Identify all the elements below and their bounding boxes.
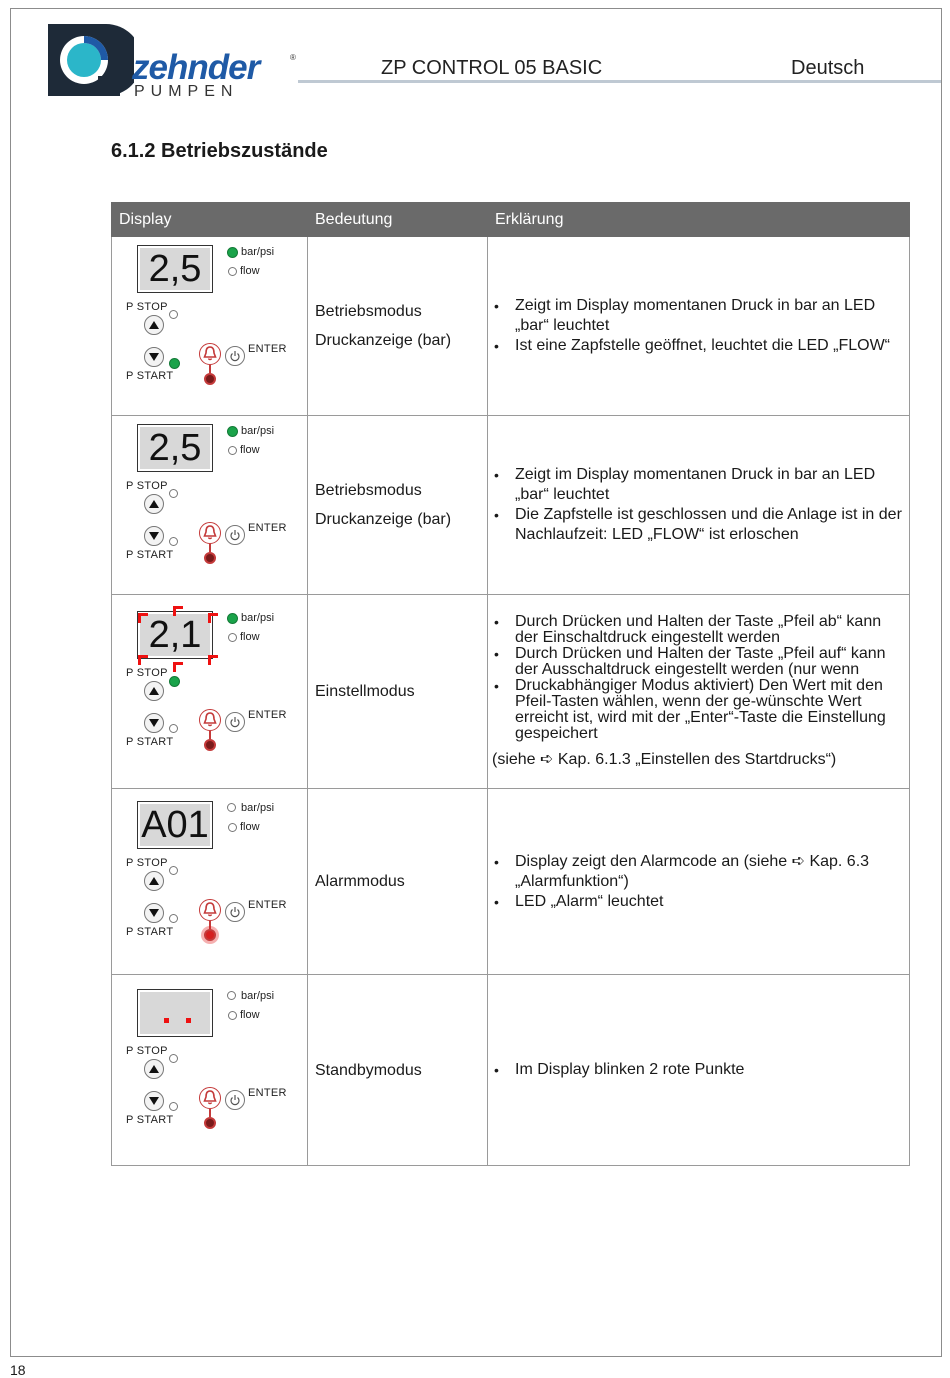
meaning-cell xyxy=(308,237,488,416)
flow-label: flow xyxy=(240,820,260,833)
bell-icon xyxy=(203,902,217,918)
blink-mark xyxy=(208,655,218,665)
power-icon xyxy=(229,350,241,362)
pstop-label: P STOP xyxy=(126,480,168,492)
bar-led xyxy=(227,426,238,437)
alarm-led xyxy=(204,929,216,941)
flow-label: flow xyxy=(240,1009,260,1021)
enter-label: ENTER xyxy=(248,708,287,721)
arrow-up-button[interactable] xyxy=(144,871,164,891)
lcd-display xyxy=(137,611,213,659)
table-row xyxy=(112,789,910,975)
explanation-list xyxy=(492,1060,903,1080)
alarm-button[interactable] xyxy=(199,709,221,731)
meaning-line: Standbymodus xyxy=(315,1061,422,1079)
bar-label: bar/psi xyxy=(241,801,275,814)
enter-label: ENTER xyxy=(248,522,287,534)
alarm-connector xyxy=(209,1109,211,1117)
display-cell xyxy=(112,975,308,1166)
list-item: • Display zeigt den Alarmcode an (siehe ➪ Kap. 6.3 „Alarmfunktion“) xyxy=(492,852,903,892)
arrow-down-icon xyxy=(148,1095,160,1107)
header-explanation: Erklärung xyxy=(488,203,910,237)
bar-led xyxy=(227,613,238,624)
bell-icon xyxy=(203,712,217,728)
display-value: 2,5 xyxy=(148,427,202,469)
bar-led xyxy=(227,247,238,258)
table-row xyxy=(112,975,910,1166)
list-item: • Druckabhängiger Modus aktiviert) Den Wert mit den Pfeil-Tasten wählen, wenn der ge-wünschte Wert erreicht ist, wird mit der „Enter“-Taste die Einstellung gespeichert xyxy=(492,678,903,742)
arrow-up-button[interactable] xyxy=(144,681,164,701)
arrow-up-icon xyxy=(148,1063,160,1075)
meaning-cell xyxy=(308,975,488,1166)
blink-mark xyxy=(208,613,218,623)
pstop-led xyxy=(169,1054,178,1063)
explanation-list xyxy=(492,465,903,545)
pstop-label: P STOP xyxy=(126,666,168,679)
pstart-led xyxy=(169,358,180,369)
meaning-line: Betriebsmodus xyxy=(315,482,422,499)
enter-button[interactable] xyxy=(225,346,245,366)
table-row xyxy=(112,416,910,595)
meaning-line: Betriebsmodus xyxy=(315,303,422,320)
pstart-led xyxy=(169,1102,178,1111)
pstart-label: P START xyxy=(126,925,174,938)
enter-button[interactable] xyxy=(225,902,245,922)
standby-dot-right xyxy=(186,1018,191,1023)
enter-label: ENTER xyxy=(248,343,287,355)
meaning-cell xyxy=(308,789,488,975)
control-panel xyxy=(112,981,307,1159)
list-item: • Im Display blinken 2 rote Punkte xyxy=(492,1060,903,1080)
table-row xyxy=(112,595,910,789)
display-cell xyxy=(112,237,308,416)
lcd-display xyxy=(137,245,213,293)
display-cell xyxy=(112,416,308,595)
arrow-down-icon xyxy=(148,530,160,542)
standby-dot-left xyxy=(164,1018,169,1023)
bar-label: bar/psi xyxy=(241,990,275,1002)
lcd-display xyxy=(137,801,213,849)
bell-icon xyxy=(203,525,217,541)
header-display: Display xyxy=(112,203,308,237)
lcd-display xyxy=(137,989,213,1037)
alarm-connector xyxy=(209,921,211,929)
brand-subname: PUMPEN xyxy=(134,83,239,100)
table-header-row xyxy=(112,203,910,237)
operating-states-table xyxy=(111,202,910,1166)
control-panel xyxy=(112,793,307,971)
pstop-label: P STOP xyxy=(126,1045,168,1057)
alarm-connector xyxy=(209,544,211,552)
power-icon xyxy=(229,529,241,541)
control-panel xyxy=(112,237,307,415)
flow-led xyxy=(228,446,237,455)
page-number: 18 xyxy=(10,1362,26,1378)
flow-led xyxy=(228,1011,237,1020)
display-value: A01 xyxy=(141,803,209,846)
display-cell xyxy=(112,595,308,789)
power-icon xyxy=(229,906,241,918)
alarm-button[interactable] xyxy=(199,522,221,544)
header-meaning: Bedeutung xyxy=(308,203,488,237)
pstart-led xyxy=(169,537,178,546)
pstop-led xyxy=(169,866,178,875)
reference-note: (siehe ➪ Kap. 6.1.3 „Einstellen des Startdrucks“) xyxy=(492,750,837,768)
flow-led xyxy=(228,823,237,832)
logo-mark-icon xyxy=(44,20,134,100)
flow-led xyxy=(228,633,237,642)
arrow-up-icon xyxy=(148,875,160,887)
blink-mark xyxy=(173,662,183,672)
pstart-label: P START xyxy=(126,370,174,382)
explanation-cell xyxy=(488,595,910,789)
list-item: • Durch Drücken und Halten der Taste „Pfeil ab“ kann der Einschaltdruck eingestellt werden xyxy=(492,614,903,646)
arrow-up-button[interactable] xyxy=(144,1059,164,1079)
power-icon xyxy=(229,716,241,728)
registered-mark: ® xyxy=(290,53,296,62)
bar-led xyxy=(227,803,236,812)
alarm-button[interactable] xyxy=(199,343,221,365)
enter-button[interactable] xyxy=(225,712,245,732)
enter-label: ENTER xyxy=(248,1087,287,1099)
alarm-led xyxy=(204,1117,216,1129)
section-title: 6.1.2 Betriebszustände xyxy=(111,140,328,162)
blink-mark xyxy=(138,655,148,665)
blink-mark xyxy=(173,606,183,616)
alarm-connector xyxy=(209,731,211,739)
flow-label: flow xyxy=(240,630,260,643)
flow-label: flow xyxy=(240,265,260,277)
document-title: ZP CONTROL 05 BASIC xyxy=(381,57,603,79)
arrow-down-button[interactable] xyxy=(144,526,164,546)
flow-label: flow xyxy=(240,444,260,456)
arrow-up-button[interactable] xyxy=(144,315,164,335)
meaning-line: Druckanzeige (bar) xyxy=(315,332,452,349)
bar-led xyxy=(227,991,236,1000)
alarm-led xyxy=(204,373,216,385)
pstart-label: P START xyxy=(126,1114,174,1126)
alarm-connector xyxy=(209,365,211,373)
alarm-button[interactable] xyxy=(199,899,221,921)
explanation-cell xyxy=(488,789,910,975)
header-rule xyxy=(298,80,941,83)
list-item: • Ist eine Zapfstelle geöffnet, leuchtet die LED „FLOW“ xyxy=(492,336,903,356)
display-value: 2,1 xyxy=(148,613,202,656)
enter-label: ENTER xyxy=(248,898,287,911)
arrow-up-icon xyxy=(148,685,160,697)
pstart-label: P START xyxy=(126,735,174,748)
arrow-up-icon xyxy=(148,319,160,331)
list-item: • Zeigt im Display momentanen Druck in bar an LED „bar“ leuchtet xyxy=(492,465,903,505)
explanation-cell xyxy=(488,416,910,595)
pstop-led xyxy=(169,489,178,498)
pstop-label: P STOP xyxy=(126,856,168,869)
meaning-line: Einstellmodus xyxy=(315,683,415,700)
bell-icon xyxy=(203,1090,217,1106)
meaning-line: Druckanzeige (bar) xyxy=(315,511,452,528)
enter-button[interactable] xyxy=(225,525,245,545)
blink-mark xyxy=(138,613,148,623)
explanation-cell xyxy=(488,975,910,1166)
list-item: • Zeigt im Display momentanen Druck in bar an LED „bar“ leuchtet xyxy=(492,296,903,336)
list-item: • LED „Alarm“ leuchtet xyxy=(492,892,903,912)
document-language: Deutsch xyxy=(791,57,865,79)
bar-label: bar/psi xyxy=(241,611,275,624)
flow-led xyxy=(228,267,237,276)
list-item: • Die Zapfstelle ist geschlossen und die Anlage ist in der Nachlaufzeit: LED „FLOW“ ist erloschen xyxy=(492,505,903,545)
pstop-led xyxy=(169,310,178,319)
list-item: • Durch Drücken und Halten der Taste „Pfeil auf“ kann der Ausschaltdruck eingestellt werden (nur wenn xyxy=(492,646,903,678)
enter-button[interactable] xyxy=(225,1090,245,1110)
arrow-up-button[interactable] xyxy=(144,494,164,514)
pstart-led xyxy=(169,724,178,733)
arrow-down-icon xyxy=(148,907,160,919)
explanation-list xyxy=(492,614,903,742)
explanation-list xyxy=(492,296,903,356)
arrow-down-button[interactable] xyxy=(144,713,164,733)
arrow-down-button[interactable] xyxy=(144,903,164,923)
arrow-down-button[interactable] xyxy=(144,1091,164,1111)
explanation-cell xyxy=(488,237,910,416)
lcd-display xyxy=(137,424,213,472)
arrow-down-icon xyxy=(148,351,160,363)
display-cell xyxy=(112,789,308,975)
power-icon xyxy=(229,1094,241,1106)
control-panel xyxy=(112,416,307,594)
table-row xyxy=(112,237,910,416)
arrow-up-icon xyxy=(148,498,160,510)
pstop-label: P STOP xyxy=(126,301,168,313)
alarm-button[interactable] xyxy=(199,1087,221,1109)
meaning-line: Alarmmodus xyxy=(315,873,405,890)
bar-label: bar/psi xyxy=(241,246,275,258)
meaning-cell xyxy=(308,416,488,595)
arrow-down-icon xyxy=(148,717,160,729)
bell-icon xyxy=(203,346,217,362)
pstart-label: P START xyxy=(126,549,174,561)
pstop-led xyxy=(169,676,180,687)
arrow-down-button[interactable] xyxy=(144,347,164,367)
brand-name: zehnder xyxy=(132,48,260,87)
pstart-led xyxy=(169,914,178,923)
explanation-list xyxy=(492,852,903,912)
alarm-led xyxy=(204,552,216,564)
meaning-cell xyxy=(308,595,488,789)
alarm-led xyxy=(204,739,216,751)
bar-label: bar/psi xyxy=(241,425,275,437)
control-panel xyxy=(112,603,307,781)
display-value: 2,5 xyxy=(148,248,202,290)
